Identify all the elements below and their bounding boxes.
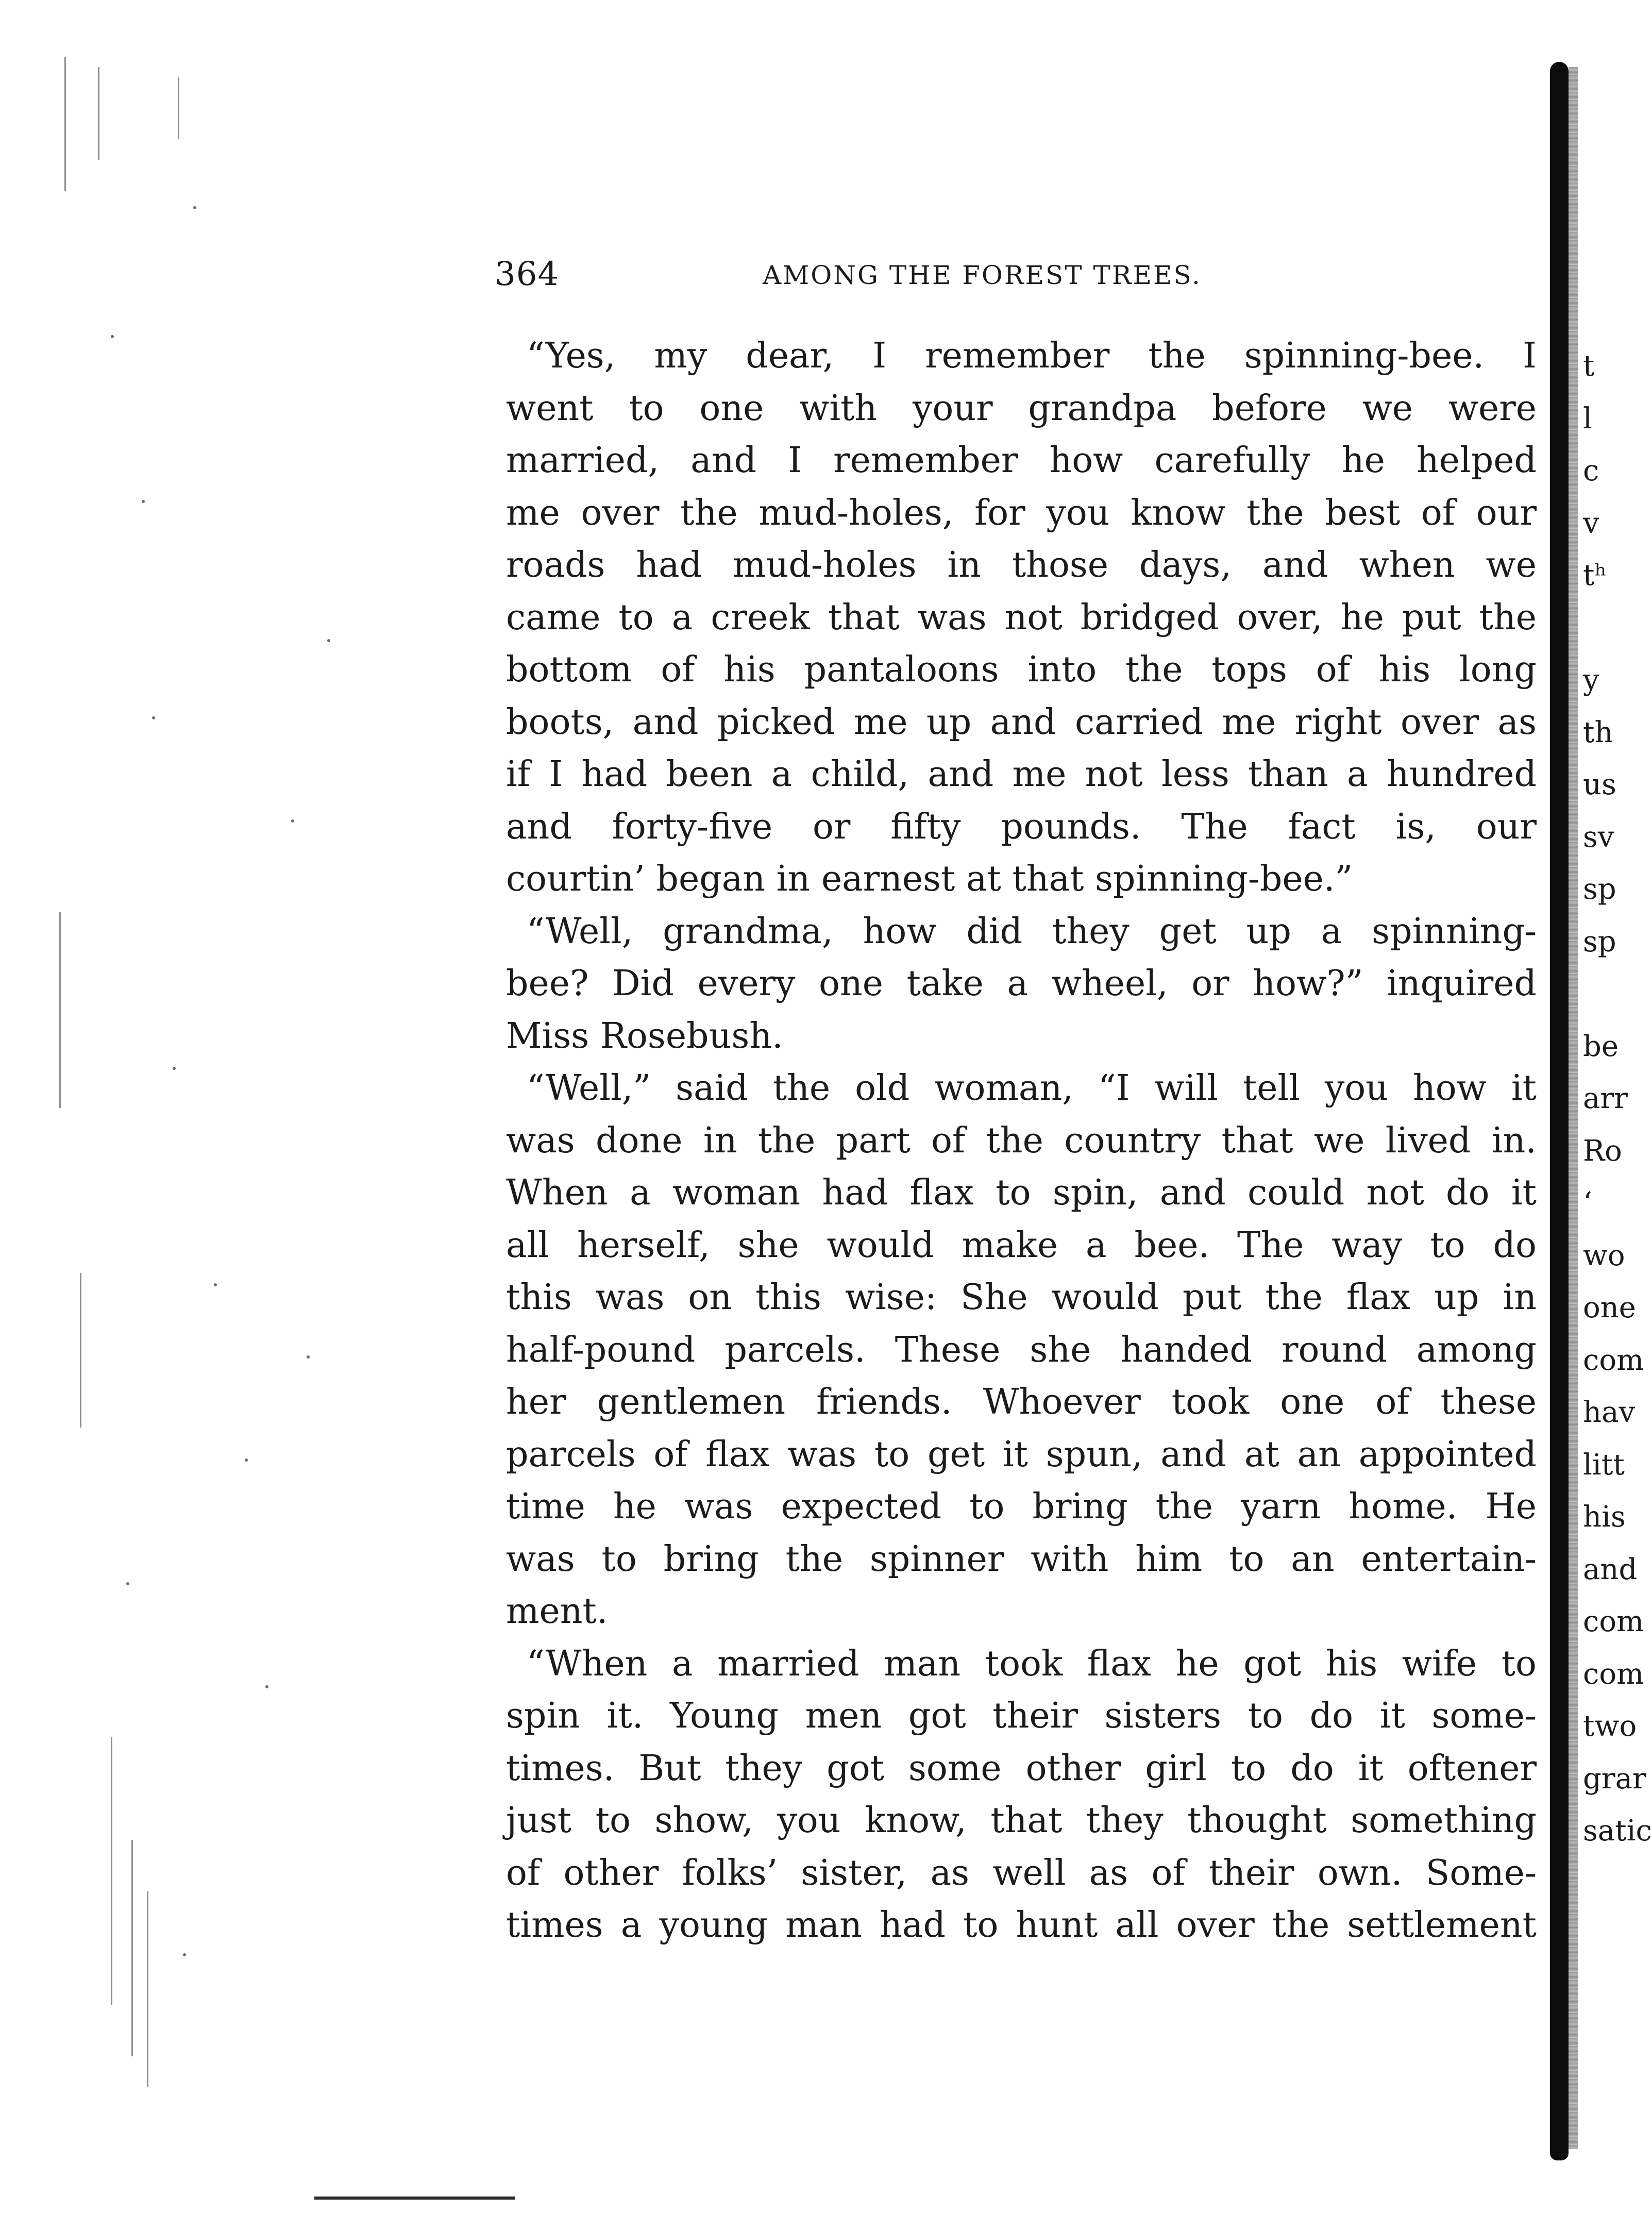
facing-fragment: and [1583, 1552, 1638, 1586]
bottom-rule [314, 2197, 515, 2200]
text-line: times. But they got some other girl to do it oftener [506, 1748, 1537, 1789]
facing-fragment: his [1583, 1500, 1626, 1534]
facing-fragment: th [1583, 715, 1613, 749]
scan-edge-noise [49, 36, 338, 2190]
text-line: times a young man had to hunt all over the settlement [506, 1905, 1537, 1946]
facing-fragment: one [1583, 1291, 1636, 1325]
facing-fragment [1583, 602, 1645, 655]
binding-edge [1569, 67, 1578, 2149]
facing-fragment: sv [1583, 820, 1614, 854]
facing-fragment: two [1583, 1709, 1637, 1743]
text-line: of other folks’ sister, as well as of their own. Some- [506, 1852, 1537, 1893]
text-line: roads had mud-holes in those days, and when we [506, 545, 1537, 585]
facing-fragment: sp [1583, 873, 1616, 906]
text-line: courtin’ began in earnest at that spinning-bee.” [506, 859, 1353, 899]
text-line: Miss Rosebush. [506, 1015, 783, 1057]
text-line: boots, and picked me up and carried me right over as [506, 701, 1537, 743]
facing-fragment: y [1583, 663, 1599, 697]
facing-fragment: com [1583, 1343, 1644, 1377]
text-line: time he was expected to bring the yarn home. He [506, 1486, 1537, 1527]
binding-shadow [1550, 62, 1569, 2160]
facing-fragment: sp [1583, 925, 1616, 959]
facing-fragment: us [1583, 768, 1616, 801]
text-line: was to bring the spinner with him to an entertain- [506, 1538, 1537, 1580]
text-line: When a woman had flax to spin, and could not do it [506, 1172, 1537, 1213]
text-line: “Well,” said the old woman, “I will tell you how it [527, 1068, 1537, 1109]
facing-fragment: wo [1583, 1238, 1625, 1272]
facing-fragment: litt [1583, 1448, 1625, 1482]
facing-fragment: grar [1583, 1762, 1646, 1796]
text-line: all herself, she would make a bee. The way to do [506, 1225, 1537, 1266]
text-line: came to a creek that was not bridged over, he put the [506, 597, 1537, 638]
facing-fragment: satic [1583, 1814, 1652, 1848]
text-line: and forty-five or fifty pounds. The fact is, our [506, 806, 1537, 847]
facing-fragment [1583, 968, 1645, 1020]
text-line: if I had been a child, and me not less than a hundred [506, 754, 1537, 795]
page-body [506, 330, 1537, 1952]
facing-fragment: hav [1583, 1396, 1636, 1429]
text-line: me over the mud-holes, for you know the best of our [506, 492, 1537, 533]
text-line: half-pound parcels. These she handed round among [506, 1329, 1537, 1370]
text-line: bee? Did every one take a wheel, or how?” inquired [506, 963, 1537, 1004]
page-number: 364 [495, 255, 560, 293]
facing-fragment: v [1583, 506, 1599, 540]
text-line: “Well, grandma, how did they get up a spinning- [527, 911, 1537, 952]
facing-fragment: be [1583, 1029, 1619, 1063]
text-line: her gentlemen friends. Whoever took one of these [506, 1382, 1537, 1422]
facing-page-fragments [1583, 340, 1652, 1857]
text-line: went to one with your grandpa before we were [506, 388, 1537, 429]
text-line: “When a married man took flax he got his wife to [527, 1643, 1537, 1684]
facing-fragment: Ro [1583, 1134, 1622, 1168]
facing-fragment: l [1583, 401, 1592, 435]
text-line: ment. [506, 1591, 608, 1632]
facing-fragment: arr [1583, 1082, 1628, 1115]
facing-fragment: com [1583, 1605, 1644, 1638]
text-line: married, and I remember how carefully he helped [506, 440, 1537, 481]
running-title: AMONG THE FOREST TREES. [763, 260, 1202, 290]
text-line: parcels of flax was to get it spun, and at an appointed [506, 1434, 1537, 1475]
facing-fragment: ‘ [1583, 1186, 1592, 1220]
text-line: “Yes, my dear, I remember the spinning-bee. I [527, 336, 1537, 376]
text-line: just to show, you know, that they thought something [506, 1800, 1537, 1841]
facing-fragment: com [1583, 1657, 1644, 1691]
text-line: spin it. Young men got their sisters to do it some- [506, 1696, 1537, 1736]
facing-fragment: tʰ [1583, 559, 1607, 592]
facing-fragment: t [1583, 349, 1595, 383]
text-line: bottom of his pantaloons into the tops of his long [506, 649, 1537, 690]
facing-fragment: c [1583, 454, 1599, 488]
text-line: this was on this wise: She would put the flax up in [506, 1277, 1537, 1318]
text-line: was done in the part of the country that we lived in. [506, 1120, 1537, 1161]
